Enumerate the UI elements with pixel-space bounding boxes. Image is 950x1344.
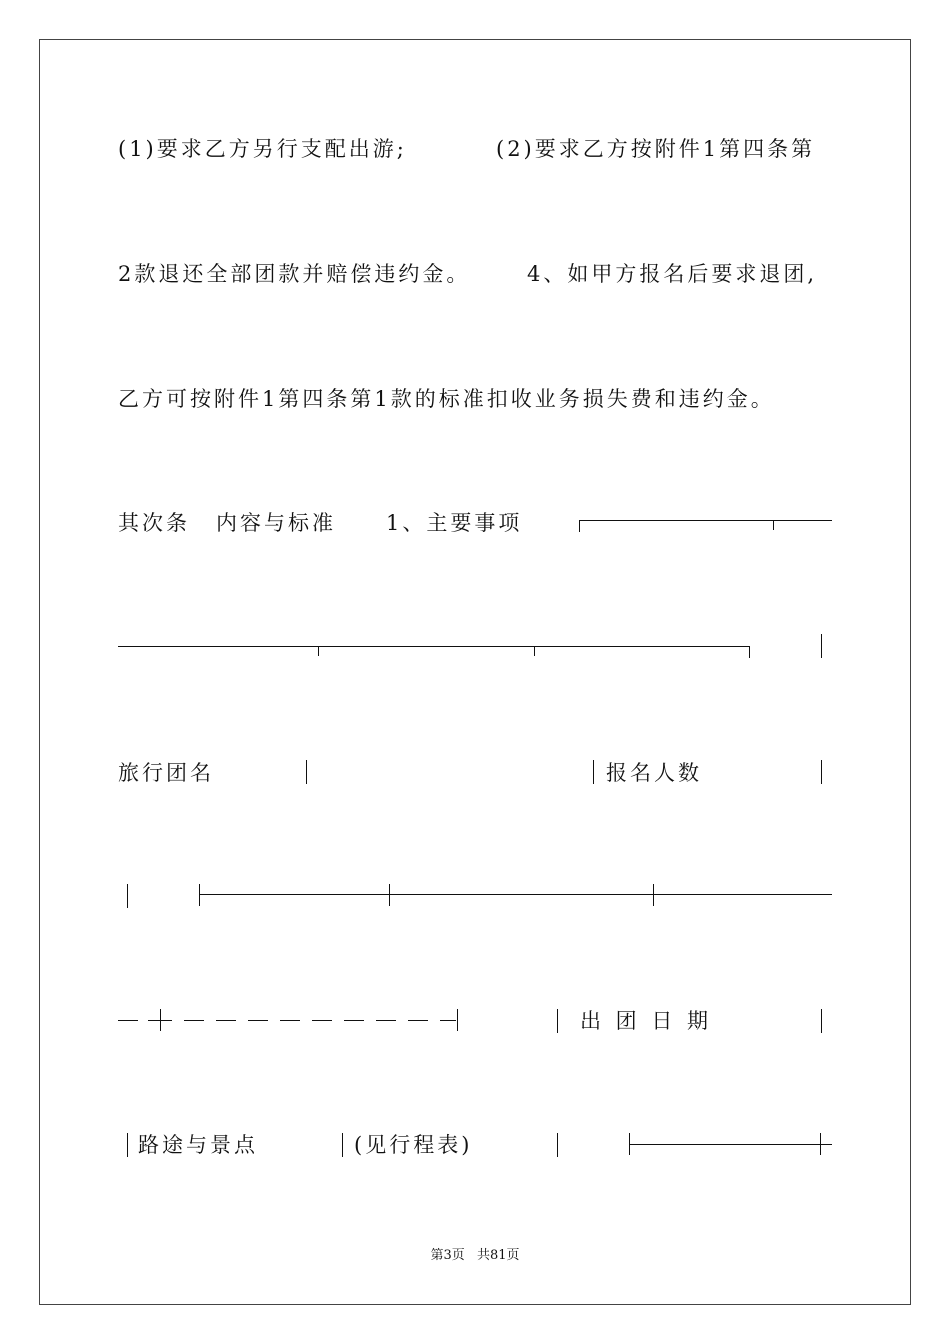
table-cell-border: [593, 760, 594, 784]
table-corner-tick: [579, 520, 580, 532]
table-dash: [248, 1020, 268, 1021]
table-cell-border: [127, 1133, 128, 1157]
table-cross-tick: [820, 1133, 821, 1155]
section-title: 内容与标准: [216, 511, 336, 535]
table-dash: [184, 1020, 204, 1021]
table-cell-border: [342, 1133, 343, 1157]
subsection-title: 1、主要事项: [386, 511, 523, 535]
table-dash: [118, 1020, 138, 1021]
section-label: 其次条: [118, 511, 190, 535]
table-corner-tick: [199, 884, 200, 906]
table-corner-tick: [457, 1009, 458, 1031]
table-cell-border: [557, 1009, 558, 1033]
table-row-border: [118, 646, 750, 647]
table-dash: [344, 1020, 364, 1021]
table-cell-border: [306, 760, 307, 784]
table-cell-border: [127, 884, 128, 908]
table-corner-tick: [749, 646, 750, 658]
table-cross-tick: [160, 1009, 161, 1031]
table-cell-border: [557, 1133, 558, 1157]
table-dash: [216, 1020, 236, 1021]
itinerary-note: (见行程表): [354, 1133, 473, 1157]
route-label: 路途与景点: [138, 1133, 258, 1157]
table-cross-tick: [389, 884, 390, 906]
table-cross-tick: [653, 884, 654, 906]
text-line-2b: 4、如甲方报名后要求退团,: [527, 262, 818, 286]
group-name-label: 旅行团名: [118, 761, 214, 785]
table-cell-border: [821, 1009, 822, 1033]
table-dash: [440, 1020, 456, 1021]
page-number: 第3页: [430, 1248, 465, 1263]
table-column-tick: [318, 646, 319, 656]
table-column-tick: [534, 646, 535, 656]
table-row-border: [199, 894, 832, 895]
page-footer: [0, 1246, 950, 1266]
table-dash: [408, 1020, 428, 1021]
text-line-1b: (2)要求乙方按附件1第四条第: [496, 137, 816, 161]
table-dash: [280, 1020, 300, 1021]
page-border: [39, 39, 911, 1305]
page-total: 共81页: [476, 1248, 520, 1263]
table-dash: [376, 1020, 396, 1021]
text-line-1a: (1)要求乙方另行支配出游;: [118, 137, 407, 161]
text-line-3: 乙方可按附件1第四条第1款的标准扣收业务损失费和违约金。: [118, 387, 775, 411]
table-top-border: [579, 520, 832, 521]
table-dash: [312, 1020, 332, 1021]
departure-date-label: 出 团 日 期: [580, 1009, 713, 1033]
table-row-border: [629, 1144, 832, 1145]
table-cell-border: [821, 634, 822, 658]
table-cell-border: [821, 760, 822, 784]
table-column-tick: [773, 520, 774, 530]
headcount-label: 报名人数: [606, 761, 702, 785]
text-line-2a: 2款退还全部团款并赔偿违约金。: [118, 262, 471, 286]
